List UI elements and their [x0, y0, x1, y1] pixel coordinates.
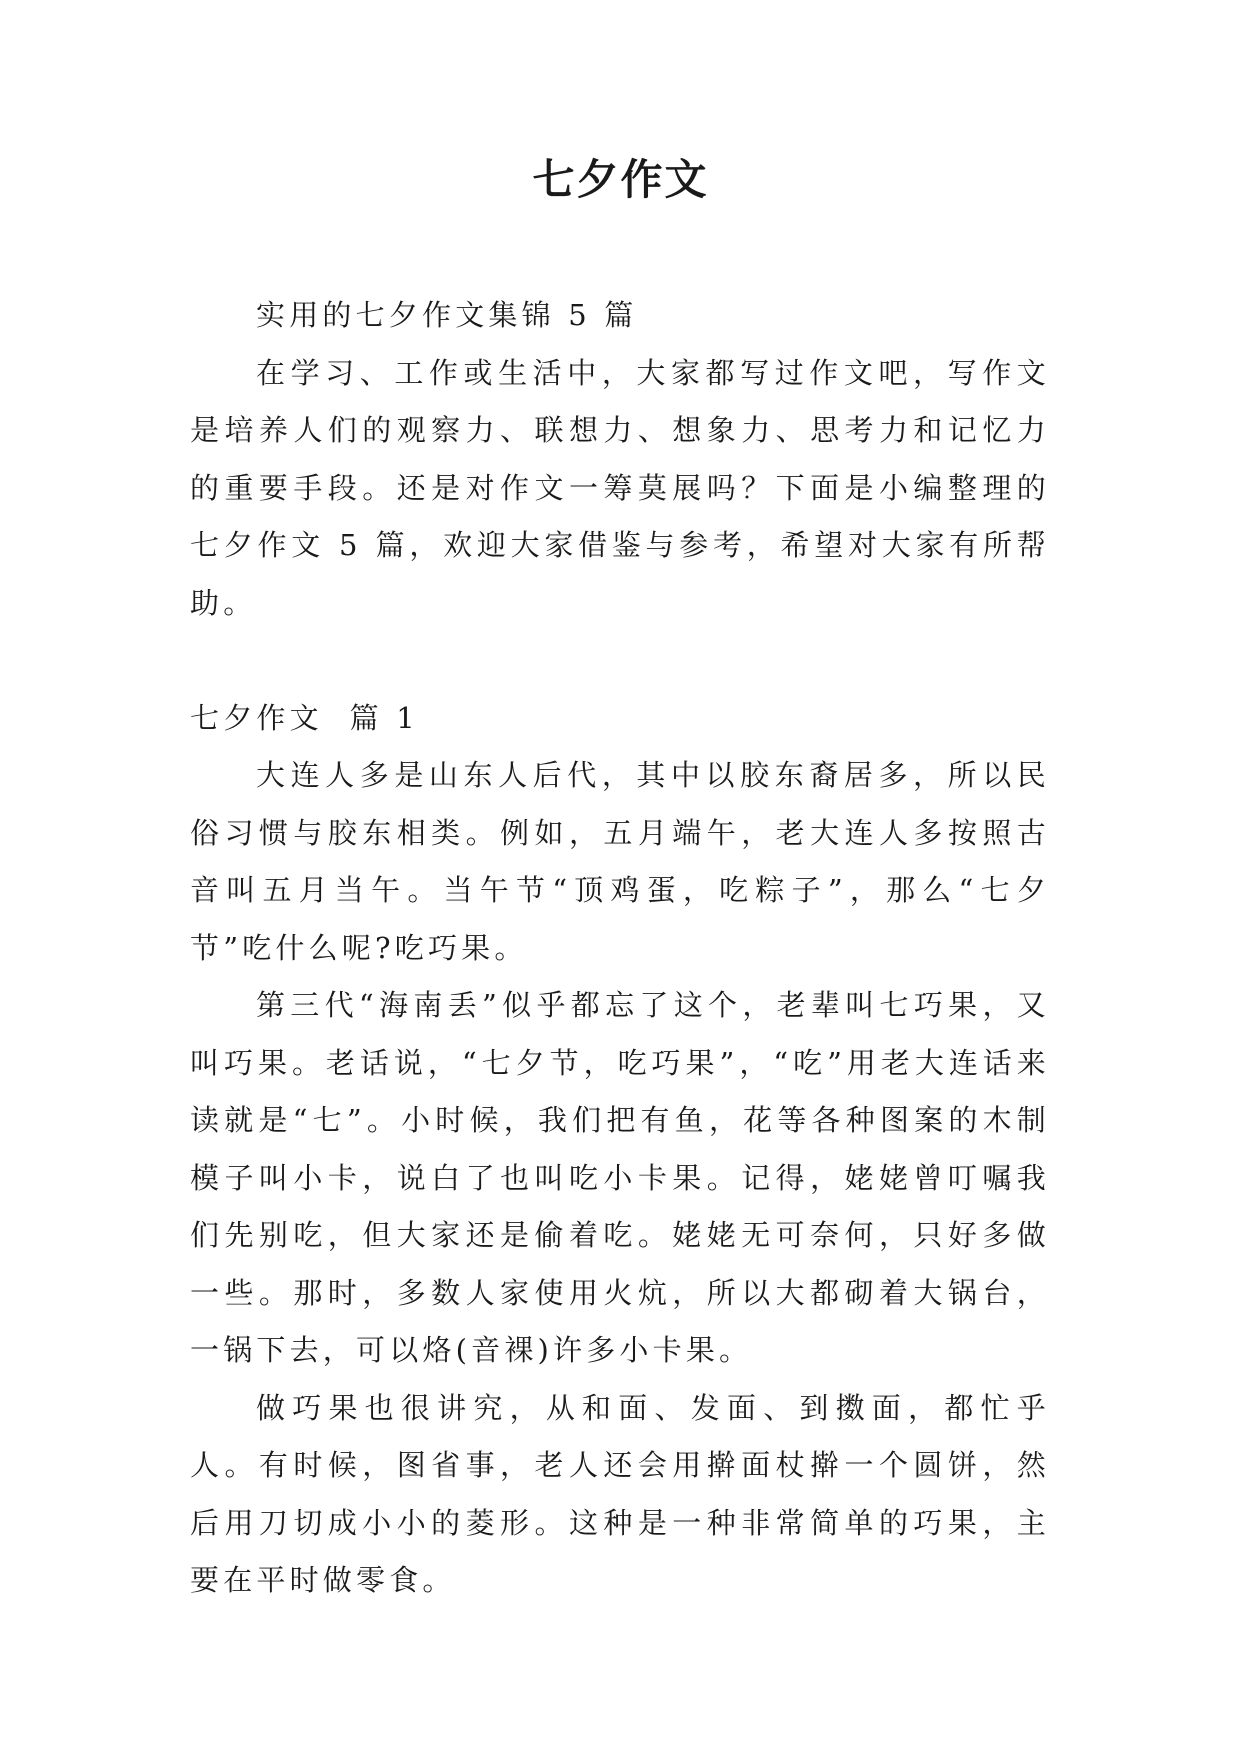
document-title: 七夕作文: [532, 155, 709, 204]
intro-paragraph: 在学习、工作或生活中，大家都写过作文吧，写作文是培养人们的观察力、联想力、想象力、思考力和记忆力的重要手段。还是对作文一筹莫展吗？下面是小编整理的七夕作文 5 篇，欢迎大家借鉴与参考，希望对大家有所帮助。: [190, 355, 1050, 620]
body-paragraph-2: 第三代“海南丢”似乎都忘了这个，老辈叫七巧果，又叫巧果。老话说，“七夕节，吃巧果”，“吃”用老大连话来读就是“七”。小时候，我们把有鱼，花等各种图案的木制模子叫小卡，说白了也叫吃小卡果。记得，姥姥曾叮嘱我们先别吃，但大家还是偷着吃。姥姥无可奈何，只好多做一些。那时，多数人家使用火炕，所以大都砌着大锅台，一锅下去，可以烙(音裸)许多小卡果。: [190, 988, 1050, 1367]
body-paragraph-3: 做巧果也很讲究，从和面、发面、到擞面，都忙乎人。有时候，图省事，老人还会用擀面杖擀一个圆饼，然后用刀切成小小的菱形。这种是一种非常简单的巧果，主要在平时做零食。: [190, 1390, 1050, 1597]
section-heading: 七夕作文 篇 1: [190, 700, 419, 735]
body-paragraph-1: 大连人多是山东人后代，其中以胶东裔居多，所以民俗习惯与胶东相类。例如，五月端午，老大连人多按照古音叫五月当午。当午节“顶鸡蛋，吃粽子”，那么“七夕节”吃什么呢?吃巧果。: [190, 758, 1050, 965]
document-subtitle: 实用的七夕作文集锦 5 篇: [256, 298, 638, 332]
paragraph-spacer: [190, 632, 1050, 690]
document-body: [190, 287, 1050, 1610]
